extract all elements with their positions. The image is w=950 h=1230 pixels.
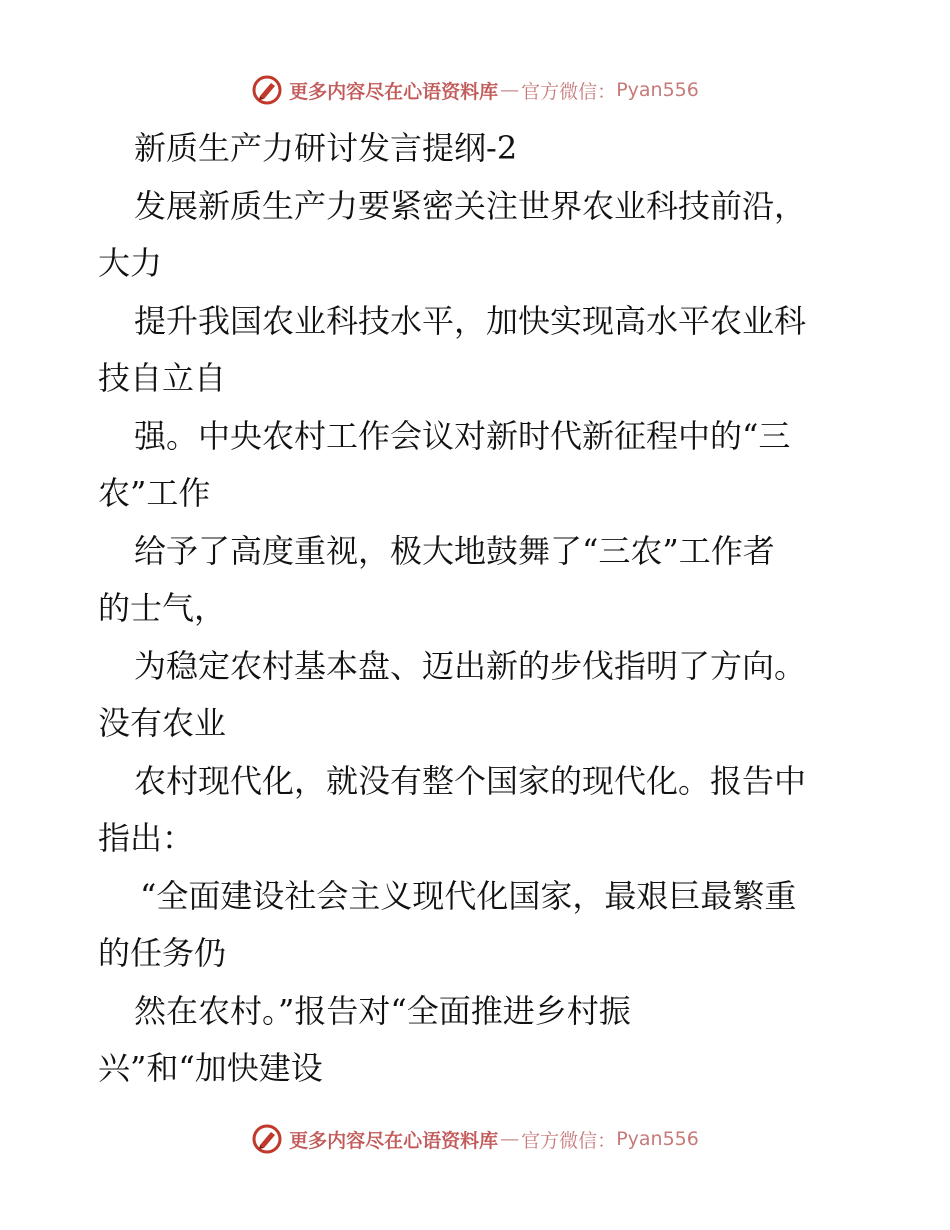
banner-site-name: 更多内容尽在心语资料库 — [289, 1129, 499, 1152]
doc-line: 没有农业 — [98, 704, 227, 742]
doc-line: 农村现代化，就没有整个国家的现代化。报告中 — [134, 761, 807, 800]
doc-line: 的任务仍 — [98, 934, 227, 972]
doc-line: 为稳定农村基本盘、迈出新的步伐指明了方向。 — [134, 646, 807, 685]
doc-line: 指出： — [98, 819, 195, 857]
doc-line: 发展新质生产力要紧密关注世界农业科技前沿， — [134, 186, 807, 225]
banner-wechat-id: Pyan556 — [616, 79, 699, 101]
doc-line: 兴”和“加快建设 — [98, 1049, 323, 1087]
footer-banner — [0, 1121, 950, 1157]
banner-dash: — — [500, 1128, 520, 1150]
doc-line: 强。中央农村工作会议对新时代新征程中的“三 — [134, 416, 791, 455]
banner-site-name: 更多内容尽在心语资料库 — [289, 80, 499, 103]
header-banner — [0, 72, 950, 108]
banner-wechat-id: Pyan556 — [616, 1128, 699, 1150]
pen-logo-icon — [251, 74, 283, 106]
doc-line: 然在农村。”报告对“全面推进乡村振 — [134, 991, 631, 1030]
doc-line: “全面建设社会主义现代化国家，最艰巨最繁重 — [140, 876, 797, 915]
banner-label: 官方微信： — [521, 1129, 617, 1152]
pen-logo-icon — [251, 1123, 283, 1155]
doc-line: 的士气， — [98, 589, 227, 627]
doc-line: 给予了高度重视，极大地鼓舞了“三农”工作者 — [134, 531, 775, 570]
doc-title: 新质生产力研讨发言提纲-2 — [134, 129, 518, 167]
banner-label: 官方微信： — [521, 80, 617, 103]
doc-line: 农”工作 — [98, 474, 211, 512]
banner-dash: — — [500, 79, 520, 101]
doc-line: 技自立自 — [98, 359, 227, 397]
doc-line: 大力 — [98, 244, 163, 282]
doc-line: 提升我国农业科技水平，加快实现高水平农业科 — [134, 301, 807, 340]
document-body — [98, 120, 858, 1098]
